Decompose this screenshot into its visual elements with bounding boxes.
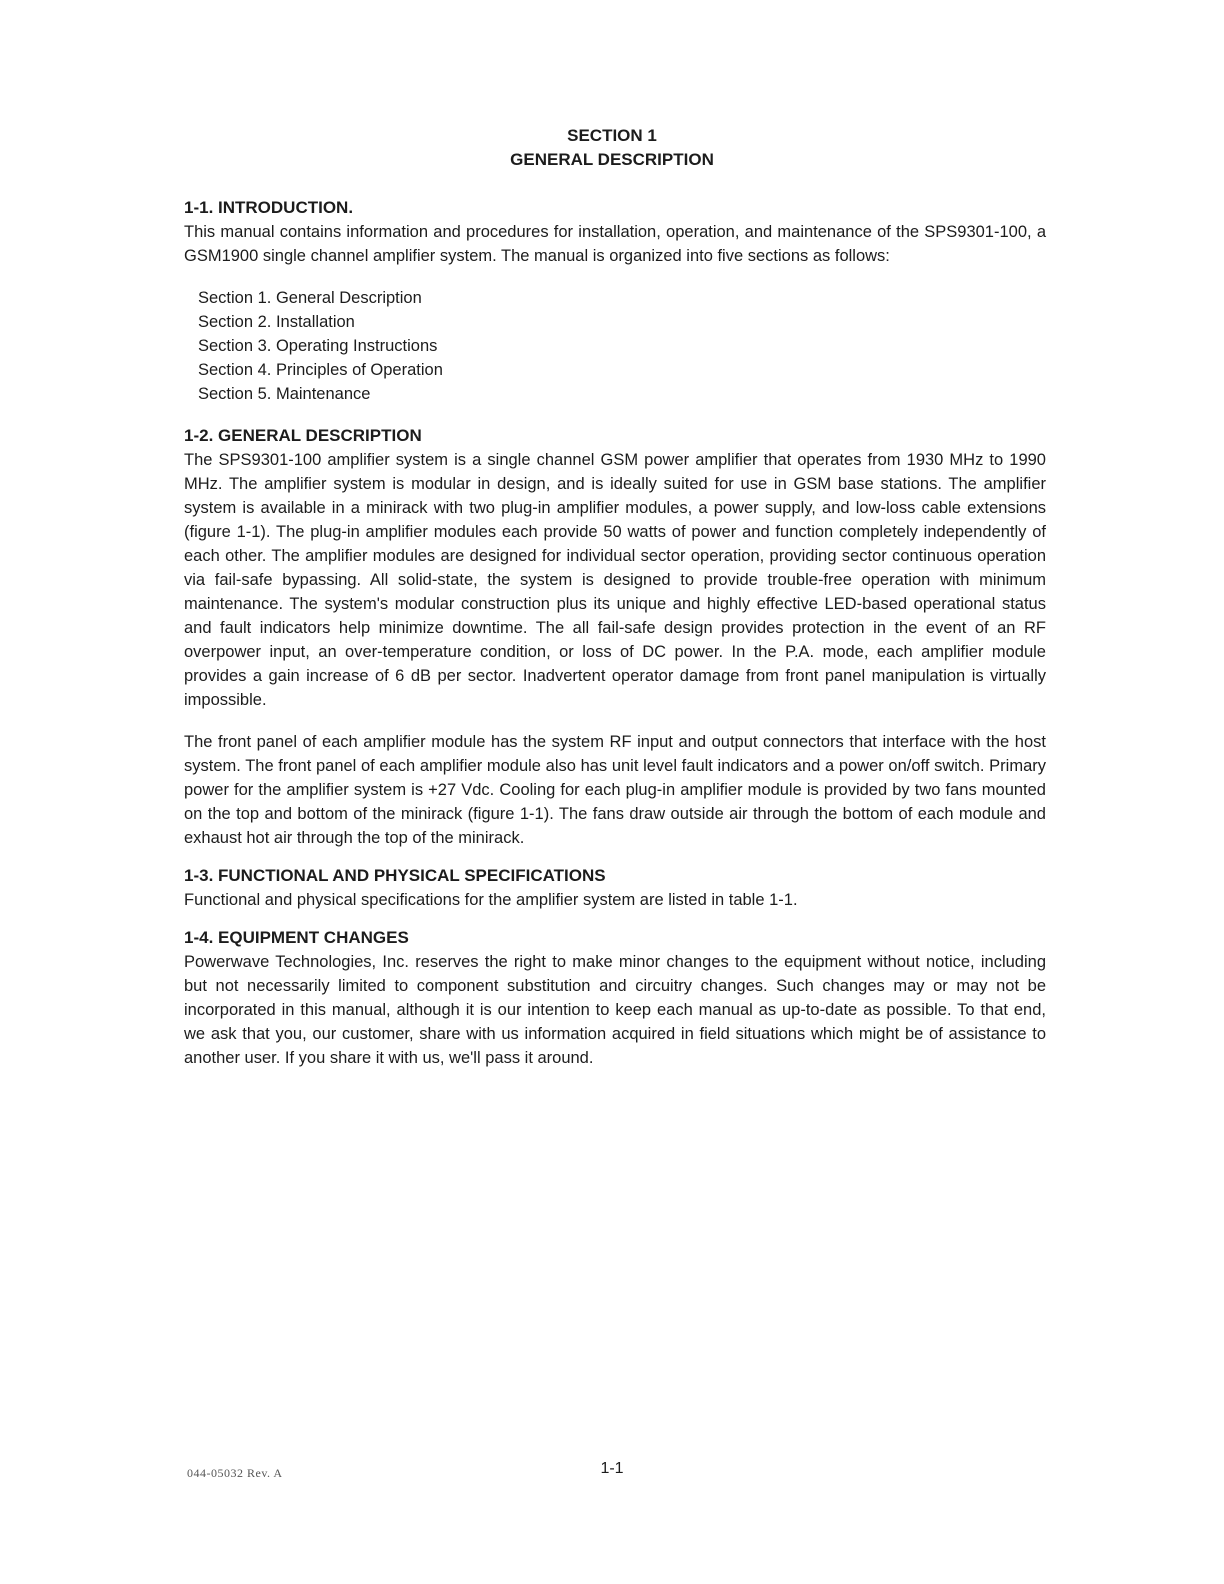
list-item: Section 5. Maintenance [198,385,371,403]
subsection-heading: 1-1. INTRODUCTION. [184,198,354,217]
section-number: SECTION 1 [567,126,657,145]
paragraph: Powerwave Technologies, Inc. reserves the right to make minor changes to the equipment without notice, including but not necessarily limited to component substitution and circuitry changes. Such changes may or may not be incorporated in this manual, although it is our intention to keep each manual as up-to-date as possible. To that end, we ask that you, our customer, share with us information acquired in field situations which might be of assistance to another user. If you share it with us, we'll pass it around. [184,953,1046,1067]
subsection-specifications [184,864,1046,912]
subsection-equipment-changes [184,926,1046,1070]
subsection-introduction [184,196,1046,406]
paragraph: This manual contains information and procedures for installation, operation, and maintenance of the SPS9301-100, a GSM1900 single channel amplifier system. The manual is organized into five sections as follows: [184,223,1046,265]
section-title: GENERAL DESCRIPTION [510,150,714,169]
subsection-heading: 1-4. EQUIPMENT CHANGES [184,928,409,947]
page-number: 1-1 [600,1460,624,1477]
list-item: Section 3. Operating Instructions [198,337,438,355]
list-item: Section 4. Principles of Operation [198,361,443,379]
paragraph: The SPS9301-100 amplifier system is a single channel GSM power amplifier that operates from 1930 MHz to 1990 MHz. The amplifier system is modular in design, and is ideally suited for use in GSM base stations. The amplifier system is available in a minirack with two plug-in amplifier modules, a power supply, and low-loss cable extensions (figure 1-1). The plug-in amplifier modules each provide 50 watts of power and function completely independently of each other. The amplifier modules are designed for individual sector operation, providing sector continuous operation via fail-safe bypassing. All solid-state, the system is designed to provide trouble-free operation with minimum maintenance. The system's modular construction plus its unique and highly effective LED-based operational status and fault indicators help minimize downtime. The all fail-safe design provides protection in the event of an RF overpower input, an over-temperature condition, or loss of DC power. In the P.A. mode, each amplifier module provides a gain increase of 6 dB per sector. Inadvertent operator damage from front panel manipulation is virtually impossible. [184,451,1046,709]
list-item: Section 1. General Description [198,289,422,307]
section-heading [0,124,1224,172]
subsection-heading: 1-2. GENERAL DESCRIPTION [184,426,422,445]
document-number: 044-05032 Rev. A [187,1466,283,1480]
paragraph: The front panel of each amplifier module has the system RF input and output connectors that interface with the host system. The front panel of each amplifier module also has unit level fault indicators and a power on/off switch. Primary power for the amplifier system is +27 Vdc. Cooling for each plug-in amplifier module is provided by two fans mounted on the top and bottom of the minirack (figure 1-1). The fans draw outside air through the bottom of each module and exhaust hot air through the top of the minirack. [184,733,1046,847]
subsection-general-description [184,424,1046,850]
list-item: Section 2. Installation [198,313,355,331]
section-list [198,286,1046,406]
subsection-heading: 1-3. FUNCTIONAL AND PHYSICAL SPECIFICATIONS [184,866,606,885]
document-body [184,196,1046,1084]
paragraph: Functional and physical specifications for the amplifier system are listed in table 1-1. [184,891,798,909]
